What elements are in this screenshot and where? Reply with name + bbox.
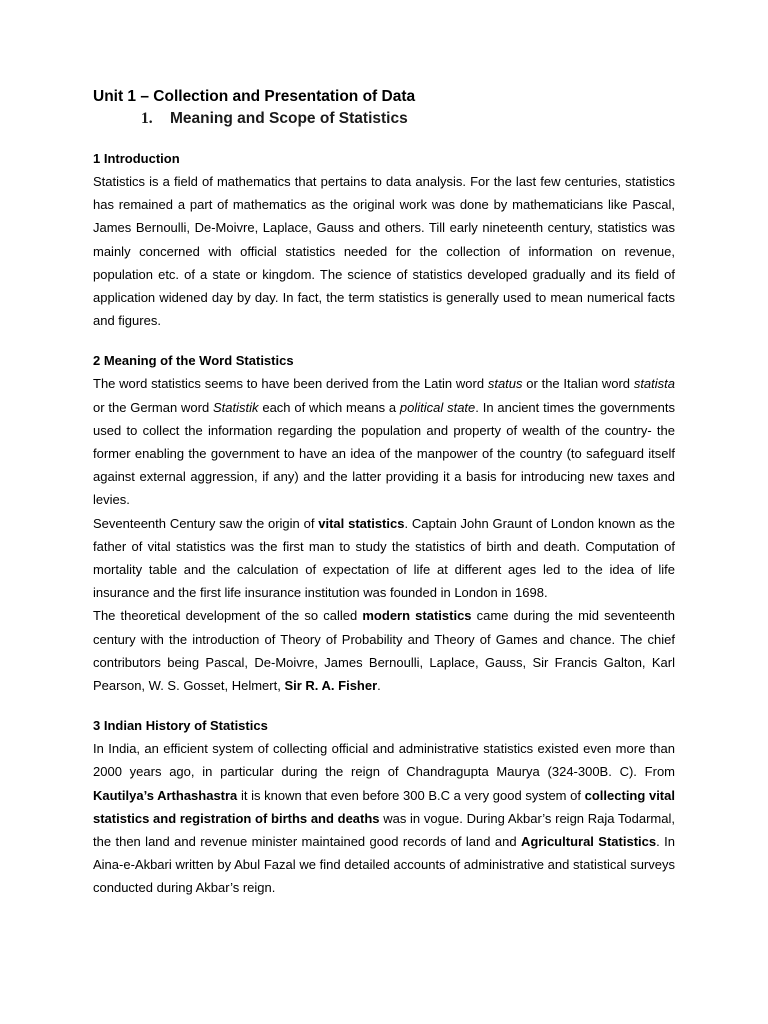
text-run: each of which means a: [258, 399, 400, 415]
sub-title: [141, 108, 675, 130]
italic-text: status: [487, 376, 523, 392]
paragraph: [93, 604, 675, 697]
text-run: came during the mid seventeenth century with the introduction of Theory of Probability and Theory of Games and chance. The chief contributors being Pascal, De-Moivre, James Bernoulli, Laplace, Gauss, Sir Francis Galton, Karl Pearson, W. S. Gosset, Helmert,: [93, 608, 675, 694]
text-run: Statistics is a field of mathematics that pertains to data analysis. For the last few centuries, statistics has remained a part of mathematics as the original work was done by mathematicians like Pascal, James Bernoulli, De-Moivre, Laplace, Gauss and others. Till early nineteenth century, statistics was mainly concerned with official statistics needed for the collection of information on revenue, population etc. of a state or kingdom. The science of statistics developed gradually and its field of application widened day by day. In fact, the term statistics is generally used to mean numerical facts and figures.: [93, 174, 675, 329]
paragraph: [93, 170, 675, 332]
italic-text: statista: [633, 376, 675, 392]
bold-text: Sir R. A. Fisher: [284, 678, 378, 694]
section-3: [93, 714, 675, 899]
bold-text: Agricultural Statistics: [520, 834, 657, 850]
bold-text: vital statistics: [318, 515, 405, 531]
italic-text: Statistik: [213, 399, 259, 415]
paragraph: [93, 512, 675, 605]
section-heading: 3 Indian History of Statistics: [93, 718, 268, 734]
sub-title-number: 1.: [141, 110, 153, 127]
document-page: [93, 86, 675, 900]
text-run: it is known that even before 300 B.C a very good system of: [237, 787, 585, 803]
text-run: or the German word: [93, 399, 214, 415]
text-run: . In ancient times the governments used to collect the information regarding the population and property of wealth of the country- the former enabling the government to have an idea of the manpower of the country (to safeguard itself against external aggression, if any) and the latter providing it a basis for introducing new taxes and levies.: [93, 399, 675, 508]
paragraph: [93, 737, 675, 899]
text-run: or the Italian word: [522, 376, 634, 392]
section-heading: 2 Meaning of the Word Statistics: [93, 353, 294, 369]
document-body: [93, 147, 675, 900]
text-run: In India, an efficient system of collecting official and administrative statistics existed even more than 2000 years ago, in particular during the reign of Chandragupta Maurya (324-300B. C). From: [93, 741, 675, 780]
italic-text: political state: [399, 399, 476, 415]
unit-title: Unit 1 – Collection and Presentation of Data: [93, 88, 416, 105]
sub-title-text: Meaning and Scope of Statistics: [170, 110, 408, 127]
text-run: . Captain John Graunt of London known as the father of vital statistics was the first man to study the statistics of birth and death. Computation of mortality table and the calculation of expectation of life at different ages led to the idea of life insurance and the first life insurance institution was founded in London in 1698.: [93, 515, 675, 601]
text-run: was in vogue. During Akbar’s reign Raja Todarmal, the then land and revenue minister maintained good records of land and: [93, 810, 675, 850]
bold-text: modern statistics: [362, 608, 472, 624]
text-run: The theoretical development of the so called: [93, 608, 363, 624]
bold-text: Kautilya’s Arthashastra: [93, 787, 238, 803]
section-heading: 1 Introduction: [93, 151, 180, 166]
paragraph: [93, 372, 675, 511]
bold-text: collecting vital statistics and registration of births and deaths: [93, 787, 675, 826]
text-run: . In Aina-e-Akbari written by Abul Fazal we find detailed accounts of administrative and statistical surveys conducted during Akbar’s reign.: [93, 834, 675, 896]
text-run: The word statistics seems to have been derived from the Latin word: [93, 376, 488, 392]
section-1: [93, 147, 675, 332]
text-run: Seventeenth Century saw the origin of: [93, 515, 319, 531]
section-2: [93, 349, 675, 697]
text-run: .: [377, 678, 381, 694]
